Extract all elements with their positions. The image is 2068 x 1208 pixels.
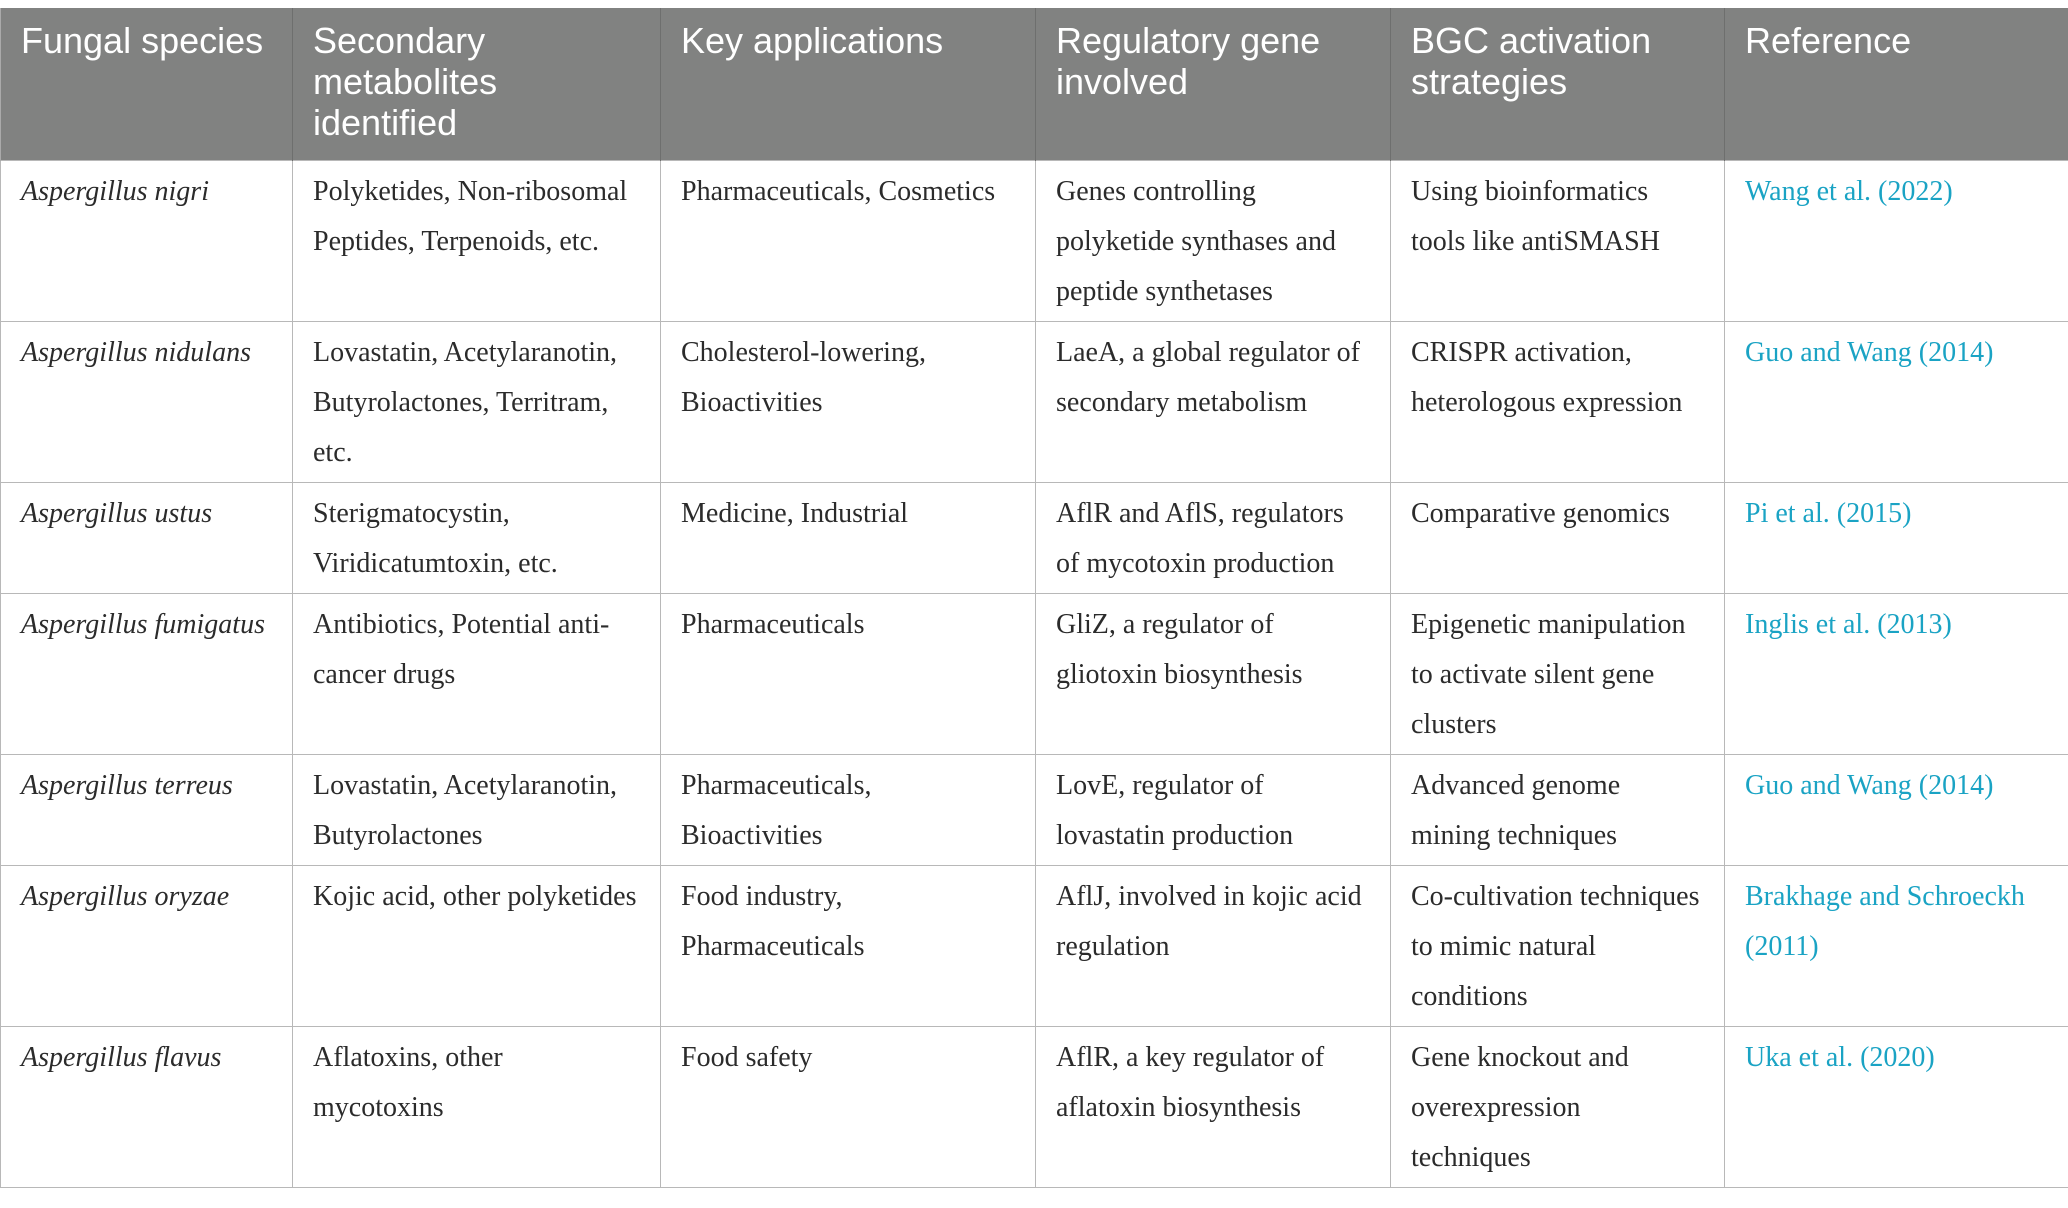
data-table-container: [0, 8, 2068, 1188]
regulatory-gene-cell: AflR, a key regulator of aflatoxin biosynthesis: [1036, 1026, 1391, 1187]
regulatory-gene-cell: LaeA, a global regulator of secondary metabolism: [1036, 321, 1391, 482]
regulatory-gene-cell: Genes controlling polyketide synthases and peptide synthetases: [1036, 160, 1391, 321]
reference-cell: [1725, 865, 2068, 1026]
metabolites-cell: Kojic acid, other polyketides: [293, 865, 661, 1026]
reference-link[interactable]: Inglis et al. (2013): [1745, 608, 1952, 640]
strategies-cell: Epigenetic manipulation to activate silent gene clusters: [1391, 593, 1725, 754]
applications-cell: Pharmaceuticals: [661, 593, 1036, 754]
metabolites-cell: Lovastatin, Acetylaranotin, Butyrolactones, Territram, etc.: [293, 321, 661, 482]
fungal-metabolites-table: [0, 8, 2068, 1188]
header-bgc-activation-strategies: BGC activation strategies: [1391, 8, 1725, 160]
strategies-cell: Co-cultivation techniques to mimic natural conditions: [1391, 865, 1725, 1026]
table-row: [1, 482, 2068, 593]
regulatory-gene-cell: AflJ, involved in kojic acid regulation: [1036, 865, 1391, 1026]
applications-cell: Food industry, Pharmaceuticals: [661, 865, 1036, 1026]
header-reference: Reference: [1725, 8, 2068, 160]
species-cell: Aspergillus nigri: [1, 160, 293, 321]
metabolites-cell: Antibiotics, Potential anti-cancer drugs: [293, 593, 661, 754]
applications-cell: Pharmaceuticals, Bioactivities: [661, 754, 1036, 865]
reference-link[interactable]: Uka et al. (2020): [1745, 1041, 1935, 1073]
reference-cell: [1725, 321, 2068, 482]
table-row: [1, 865, 2068, 1026]
reference-link[interactable]: Brakhage and Schroeckh (2011): [1745, 880, 2025, 962]
applications-cell: Cholesterol-lowering, Bioactivities: [661, 321, 1036, 482]
reference-link[interactable]: Guo and Wang (2014): [1745, 769, 1994, 801]
header-regulatory-gene: Regulatory gene involved: [1036, 8, 1391, 160]
strategies-cell: Using bioinformatics tools like antiSMASH: [1391, 160, 1725, 321]
species-cell: Aspergillus nidulans: [1, 321, 293, 482]
applications-cell: Food safety: [661, 1026, 1036, 1187]
metabolites-cell: Aflatoxins, other mycotoxins: [293, 1026, 661, 1187]
reference-link[interactable]: Wang et al. (2022): [1745, 175, 1953, 207]
strategies-cell: Advanced genome mining techniques: [1391, 754, 1725, 865]
regulatory-gene-cell: AflR and AflS, regulators of mycotoxin production: [1036, 482, 1391, 593]
header-row: [1, 8, 2068, 160]
header-key-applications: Key applications: [661, 8, 1036, 160]
table-body: [1, 160, 2068, 1187]
strategies-cell: Gene knockout and overexpression techniques: [1391, 1026, 1725, 1187]
strategies-cell: CRISPR activation, heterologous expression: [1391, 321, 1725, 482]
reference-cell: [1725, 482, 2068, 593]
table-row: [1, 321, 2068, 482]
applications-cell: Medicine, Industrial: [661, 482, 1036, 593]
reference-cell: [1725, 593, 2068, 754]
header-secondary-metabolites: Secondary metabolites identified: [293, 8, 661, 160]
header-fungal-species: Fungal species: [1, 8, 293, 160]
metabolites-cell: Lovastatin, Acetylaranotin, Butyrolactones: [293, 754, 661, 865]
regulatory-gene-cell: GliZ, a regulator of gliotoxin biosynthesis: [1036, 593, 1391, 754]
table-row: [1, 754, 2068, 865]
reference-link[interactable]: Pi et al. (2015): [1745, 497, 1912, 529]
species-cell: Aspergillus flavus: [1, 1026, 293, 1187]
species-cell: Aspergillus oryzae: [1, 865, 293, 1026]
reference-cell: [1725, 754, 2068, 865]
table-row: [1, 593, 2068, 754]
species-cell: Aspergillus fumigatus: [1, 593, 293, 754]
applications-cell: Pharmaceuticals, Cosmetics: [661, 160, 1036, 321]
metabolites-cell: Polyketides, Non-ribosomal Peptides, Terpenoids, etc.: [293, 160, 661, 321]
species-cell: Aspergillus terreus: [1, 754, 293, 865]
metabolites-cell: Sterigmatocystin, Viridicatumtoxin, etc.: [293, 482, 661, 593]
species-cell: Aspergillus ustus: [1, 482, 293, 593]
table-row: [1, 160, 2068, 321]
table-header: [1, 8, 2068, 160]
reference-cell: [1725, 1026, 2068, 1187]
strategies-cell: Comparative genomics: [1391, 482, 1725, 593]
regulatory-gene-cell: LovE, regulator of lovastatin production: [1036, 754, 1391, 865]
reference-link[interactable]: Guo and Wang (2014): [1745, 336, 1994, 368]
table-row: [1, 1026, 2068, 1187]
reference-cell: [1725, 160, 2068, 321]
